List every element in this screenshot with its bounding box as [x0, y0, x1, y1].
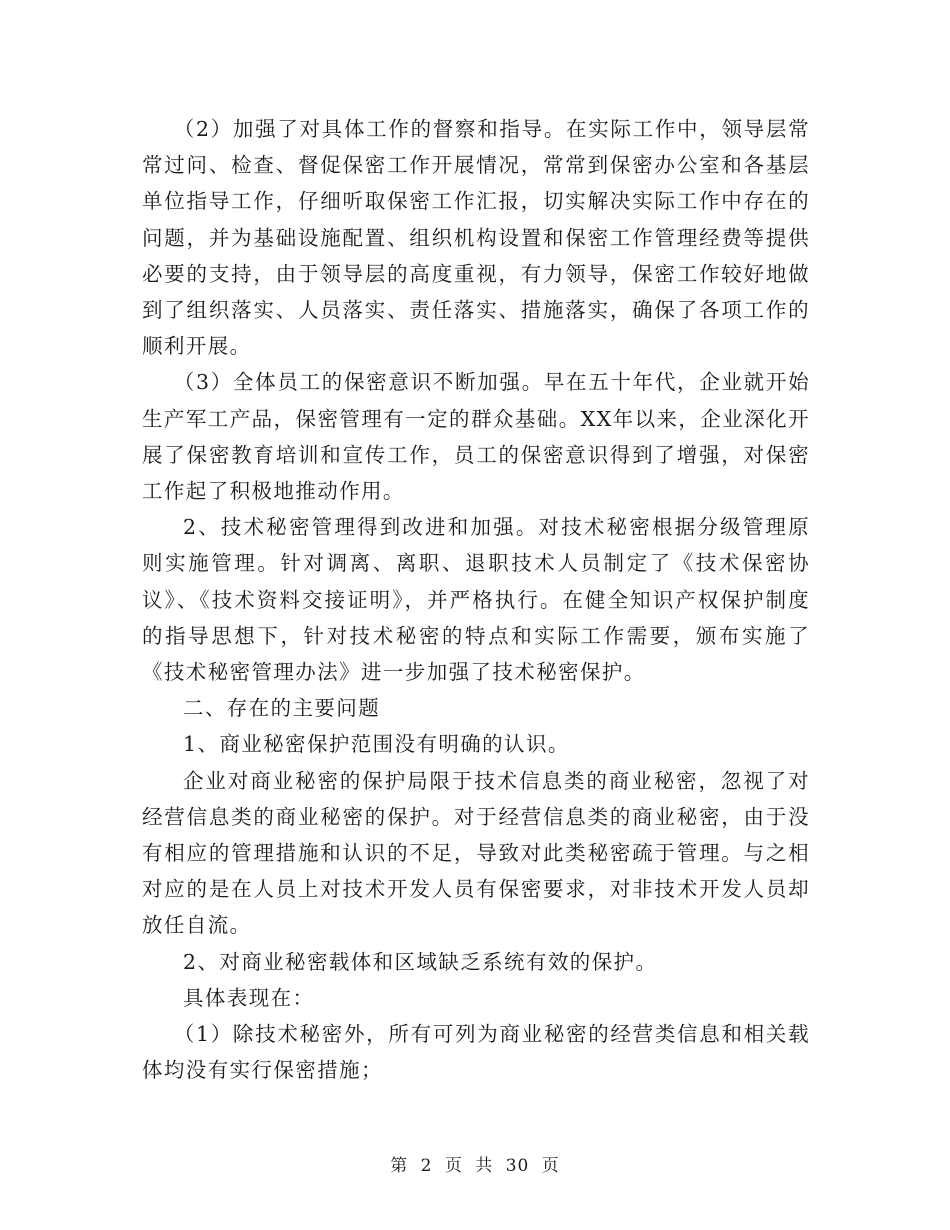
page-footer: 第 2 页 共 30 页	[390, 1156, 560, 1176]
paragraph-specifics: 具体表现在：	[183, 985, 315, 1010]
paragraph-supervision: （2）加强了对具体工作的督察和指导。在实际工作中，领导层常常过问、检查、督促保密工作开展情况，常常到保密办公室和各基层单位指导工作，仔细听取保密工作汇报，切实解决实际工作中存在的问题，并为基础设施配置、组织机构设置和保密工作管理经费等提供必要的支持，由于领导层的高度重视，有力领导，保密工作较好地做到了组织落实、人员落实、责任落实、措施落实，确保了各项工作的顺利开展。	[142, 117, 810, 359]
document-body	[142, 111, 810, 1088]
paragraph-awareness: （3）全体员工的保密意识不断加强。早在五十年代，企业就开始生产军工产品，保密管理有一定的群众基础。XX年以来，企业深化开展了保密教育培训和宣传工作，员工的保密意识得到了增强，对保密工作起了积极地推动作用。	[142, 370, 810, 504]
paragraph-tech-secrets: 2、技术秘密管理得到改进和加强。对技术秘密根据分级管理原则实施管理。针对调离、离职、退职技术人员制定了《技术保密协议》、《技术资料交接证明》，并严格执行。在健全知识产权保护制度的指导思想下，针对技术秘密的特点和实际工作需要，颁布实施了《技术秘密管理办法》进一步加强了技术秘密保护。	[142, 515, 810, 685]
paragraph-problem-1-title: 1、商业秘密保护范围没有明确的认识。	[183, 732, 570, 757]
paragraph-problem-2-title: 2、对商业秘密载体和区域缺乏系统有效的保护。	[183, 949, 658, 974]
paragraph-specific-1: （1）除技术秘密外，所有可列为商业秘密的经营类信息和相关载体均没有实行保密措施；	[142, 1022, 810, 1083]
paragraph-problem-1-body: 企业对商业秘密的保护局限于技术信息类的商业秘密，忽视了对经营信息类的商业秘密的保护。对于经营信息类的商业秘密，由于没有相应的管理措施和认识的不足，导致对此类秘密疏于管理。与之相对应的是在人员上对技术开发人员有保密要求，对非技术开发人员却放任自流。	[142, 768, 810, 938]
section-heading-problems: 二、存在的主要问题	[183, 696, 381, 721]
